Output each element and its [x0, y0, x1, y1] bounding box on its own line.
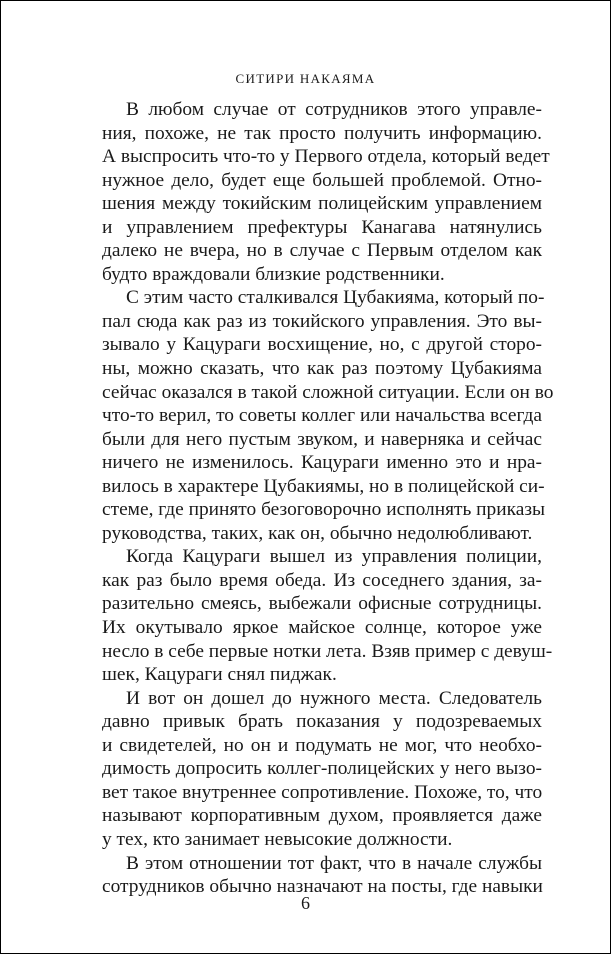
text-line: несло в себе первые нотки лета. Взяв пример с девуш- — [102, 640, 553, 662]
text-line: С этим часто сталкивался Цубакияма, который по- — [126, 287, 545, 309]
text-line: нужное дело, будет еще большей проблемой. Отно- — [102, 169, 542, 191]
running-head-author: СИТИРИ НАКАЯМА — [235, 71, 376, 86]
text-line: как раз было время обеда. Из соседнего здания, за- — [102, 569, 542, 591]
text-line: будто враждовали близкие родственники. — [102, 263, 445, 285]
text-line: димость допросить коллег-полицейских у него вызо- — [102, 758, 542, 780]
text-line: Когда Кацураги вышел из управления полиции, — [126, 546, 542, 568]
text-line: И вот он дошел до нужного места. Следователь — [126, 687, 542, 709]
text-line: что-то верил, то советы коллег или начальства всегда — [102, 405, 542, 427]
text-line: ния, похоже, не так просто получить информацию. — [102, 122, 542, 144]
text-line: далеко не вчера, но в случае с Первым отделом как — [102, 240, 542, 262]
text-line: стеме, где принято безоговорочно исполнять приказы — [102, 499, 546, 521]
text-line: сейчас оказался в такой сложной ситуации. Если он во — [102, 381, 554, 403]
text-line: называют корпоративным духом, проявляется даже — [102, 805, 542, 827]
text-line: зывало у Кацураги восхищение, но, с другой сторо- — [102, 334, 542, 356]
text-line: шения между токийским полицейским управлением — [102, 193, 542, 215]
text-line: В любом случае от сотрудников этого управле- — [126, 99, 542, 120]
text-line: давно привык брать показания у подозреваемых — [102, 711, 542, 733]
text-line: руководства, таких, как он, обычно недолюбливают. — [102, 522, 533, 544]
text-line: у тех, кто занимает невысокие должности. — [102, 828, 453, 850]
body-text — [102, 98, 554, 899]
text-line: были для него пустым звуком, и наверняка и сейчас — [102, 428, 542, 450]
text-line: сотрудников обычно назначают на посты, где навыки — [102, 876, 543, 898]
text-line: А выспросить что-то у Первого отдела, который ведет — [102, 146, 550, 168]
text-line: Их окутывало яркое майское солнце, которое уже — [102, 617, 542, 639]
text-line: пал сюда как раз из токийского управления. Это вы- — [102, 310, 542, 332]
text-line: шек, Кацураги снял пиджак. — [102, 664, 337, 686]
text-line: В этом отношении тот факт, что в начале службы — [126, 852, 542, 874]
page-number: 6 — [301, 893, 310, 913]
text-line: вилось в характере Цубакиямы, но в полицейской си- — [102, 475, 545, 497]
text-line: ничего не изменилось. Кацураги именно это и нра- — [102, 452, 542, 474]
text-line: ны, можно сказать, что как раз поэтому Цубакияма — [102, 358, 542, 380]
text-line: и свидетелей, но он и подумать не мог, что необхо- — [102, 734, 542, 756]
text-line: и управлением префектуры Канагава натянулись — [102, 216, 542, 238]
text-line: вет такое внутреннее сопротивление. Похоже, то, что — [102, 781, 543, 803]
text-line: разительно смеясь, выбежали офисные сотрудницы. — [102, 593, 542, 615]
